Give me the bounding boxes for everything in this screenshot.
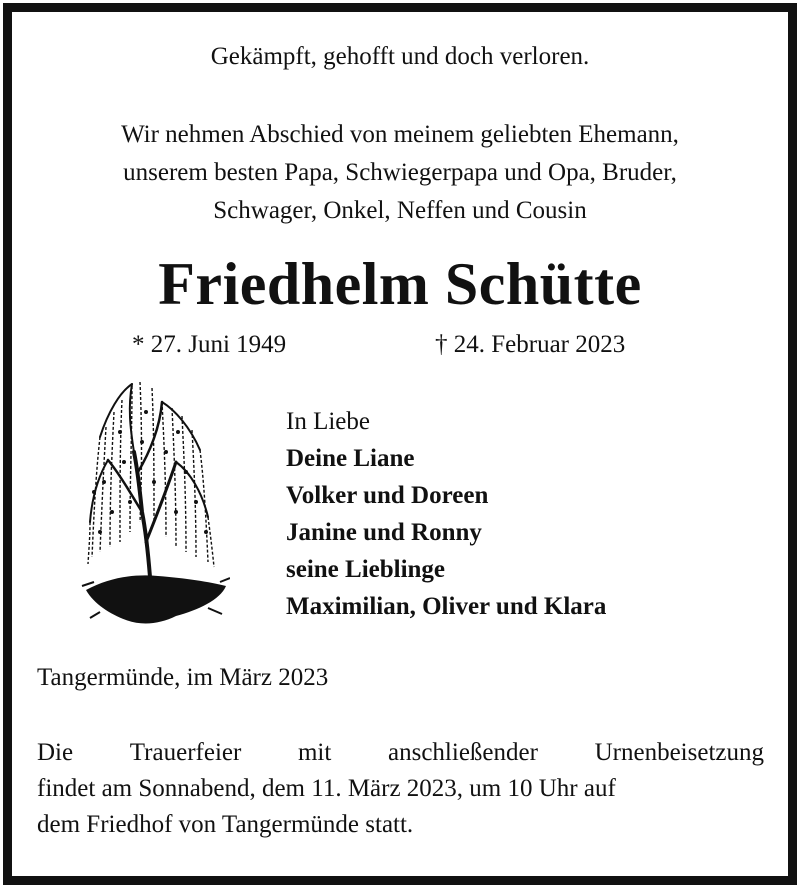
ceremony-info [37,735,764,843]
ceremony-word: Trauerfeier [129,739,242,766]
ceremony-line: dem Friedhof von Tangermünde statt. [37,811,414,838]
death-date: † 24. Februar 2023 [435,331,626,358]
ceremony-word: Die [37,739,74,766]
intro-line: unserem besten Papa, Schwiegerpapa und Opa, Bruder, [123,159,677,186]
ceremony-word: mit [297,739,332,766]
family-signatures [286,403,606,625]
family-member: Deine Liane [286,445,415,472]
birth-date: * 27. Juni 1949 [132,331,287,358]
place-date: Tangermünde, im März 2023 [37,664,329,691]
family-member: Volker und Doreen [286,482,489,509]
intro-line: Wir nehmen Abschied von meinem geliebten Ehemann, [121,121,679,148]
ceremony-word: anschließender [388,739,538,766]
family-member: seine Lieblinge [286,556,446,583]
deceased-name: Friedhelm Schütte [158,251,642,317]
family-intro: In Liebe [286,408,370,435]
ceremony-word: Urnenbeisetzung [594,739,764,766]
intro-line: Schwager, Onkel, Neffen und Cousin [213,197,587,224]
ceremony-line: findet am Sonnabend, dem 11. März 2023, um 10 Uhr auf [37,775,616,802]
weeping-willow-icon [80,372,230,634]
family-member: Maximilian, Oliver und Klara [286,593,607,620]
ceremony-line [37,735,764,771]
motto: Gekämpft, gehofft und doch verloren. [210,43,590,70]
family-member: Janine und Ronny [286,519,482,546]
intro-text [0,116,800,230]
